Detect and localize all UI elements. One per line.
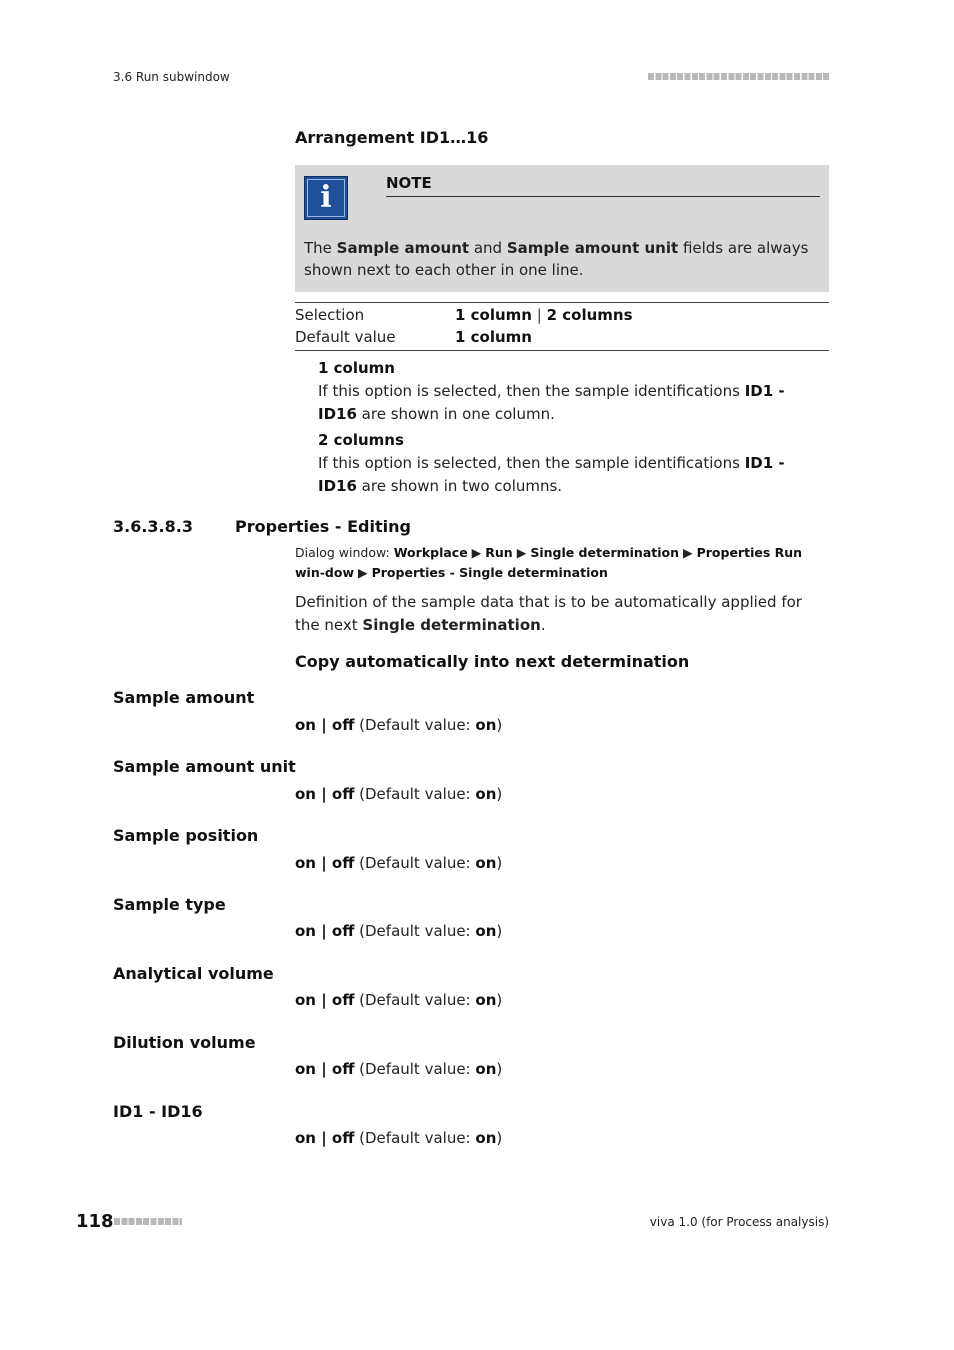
param-value: on | off (Default value: on) bbox=[295, 854, 503, 872]
default-value: 1 column bbox=[455, 328, 532, 346]
note-text: The Sample amount and Sample amount unit fields are always shown next to each other in one line. bbox=[304, 239, 809, 279]
param-sample-type: Sample type bbox=[113, 895, 226, 914]
note-box bbox=[295, 165, 829, 292]
param-value: on | off (Default value: on) bbox=[295, 991, 503, 1009]
param-dilution-volume: Dilution volume bbox=[113, 1033, 256, 1052]
footer-product: viva 1.0 (for Process analysis) bbox=[649, 1215, 829, 1229]
param-analytical-volume: Analytical volume bbox=[113, 964, 274, 983]
dialog-window-path: Dialog window: Workplace ▶ Run ▶ Single determination ▶ Properties Run win-dow ▶ Properties - Single determination bbox=[295, 545, 803, 580]
arrow-right-icon: ▶ bbox=[682, 545, 693, 560]
footer-dots-decoration bbox=[114, 1218, 182, 1225]
copy-heading: Copy automatically into next determination bbox=[295, 652, 690, 671]
info-icon: i bbox=[304, 176, 348, 220]
note-divider bbox=[386, 196, 820, 197]
selection-value: 1 column | 2 columns bbox=[455, 306, 633, 324]
param-value: on | off (Default value: on) bbox=[295, 1060, 503, 1078]
section-title: Properties - Editing bbox=[235, 517, 411, 536]
selection-table bbox=[295, 302, 829, 351]
header-dots-decoration bbox=[648, 73, 829, 80]
option-title: 1 column bbox=[318, 359, 395, 377]
running-header-section: 3.6 Run subwindow bbox=[113, 70, 230, 84]
arrow-right-icon: ▶ bbox=[516, 545, 527, 560]
param-value: on | off (Default value: on) bbox=[295, 1129, 503, 1147]
default-row bbox=[295, 326, 829, 348]
default-label: Default value bbox=[295, 328, 396, 346]
param-sample-amount: Sample amount bbox=[113, 688, 255, 707]
param-sample-amount-unit: Sample amount unit bbox=[113, 757, 296, 776]
param-sample-position: Sample position bbox=[113, 826, 259, 845]
option-one-column: 1 column If this option is selected, then the sample identifications ID1 - ID16 are shown in one column. bbox=[318, 359, 785, 423]
arrangement-heading: Arrangement ID1…16 bbox=[295, 128, 489, 147]
param-value: on | off (Default value: on) bbox=[295, 922, 503, 940]
param-value: on | off (Default value: on) bbox=[295, 716, 503, 734]
selection-row bbox=[295, 304, 829, 326]
section-number: 3.6.3.8.3 bbox=[113, 517, 193, 536]
param-value: on | off (Default value: on) bbox=[295, 785, 503, 803]
selection-label: Selection bbox=[295, 306, 365, 324]
page-number: 118 bbox=[76, 1211, 114, 1232]
param-id1-id16: ID1 - ID16 bbox=[113, 1102, 203, 1121]
arrow-right-icon: ▶ bbox=[471, 545, 482, 560]
note-title: NOTE bbox=[386, 174, 432, 192]
definition-text: Definition of the sample data that is to be automatically applied for the next Single determination. bbox=[295, 593, 802, 634]
option-title: 2 columns bbox=[318, 431, 404, 449]
arrow-right-icon: ▶ bbox=[358, 565, 368, 580]
option-two-columns: 2 columns If this option is selected, then the sample identifications ID1 - ID16 are shown in two columns. bbox=[318, 431, 785, 495]
